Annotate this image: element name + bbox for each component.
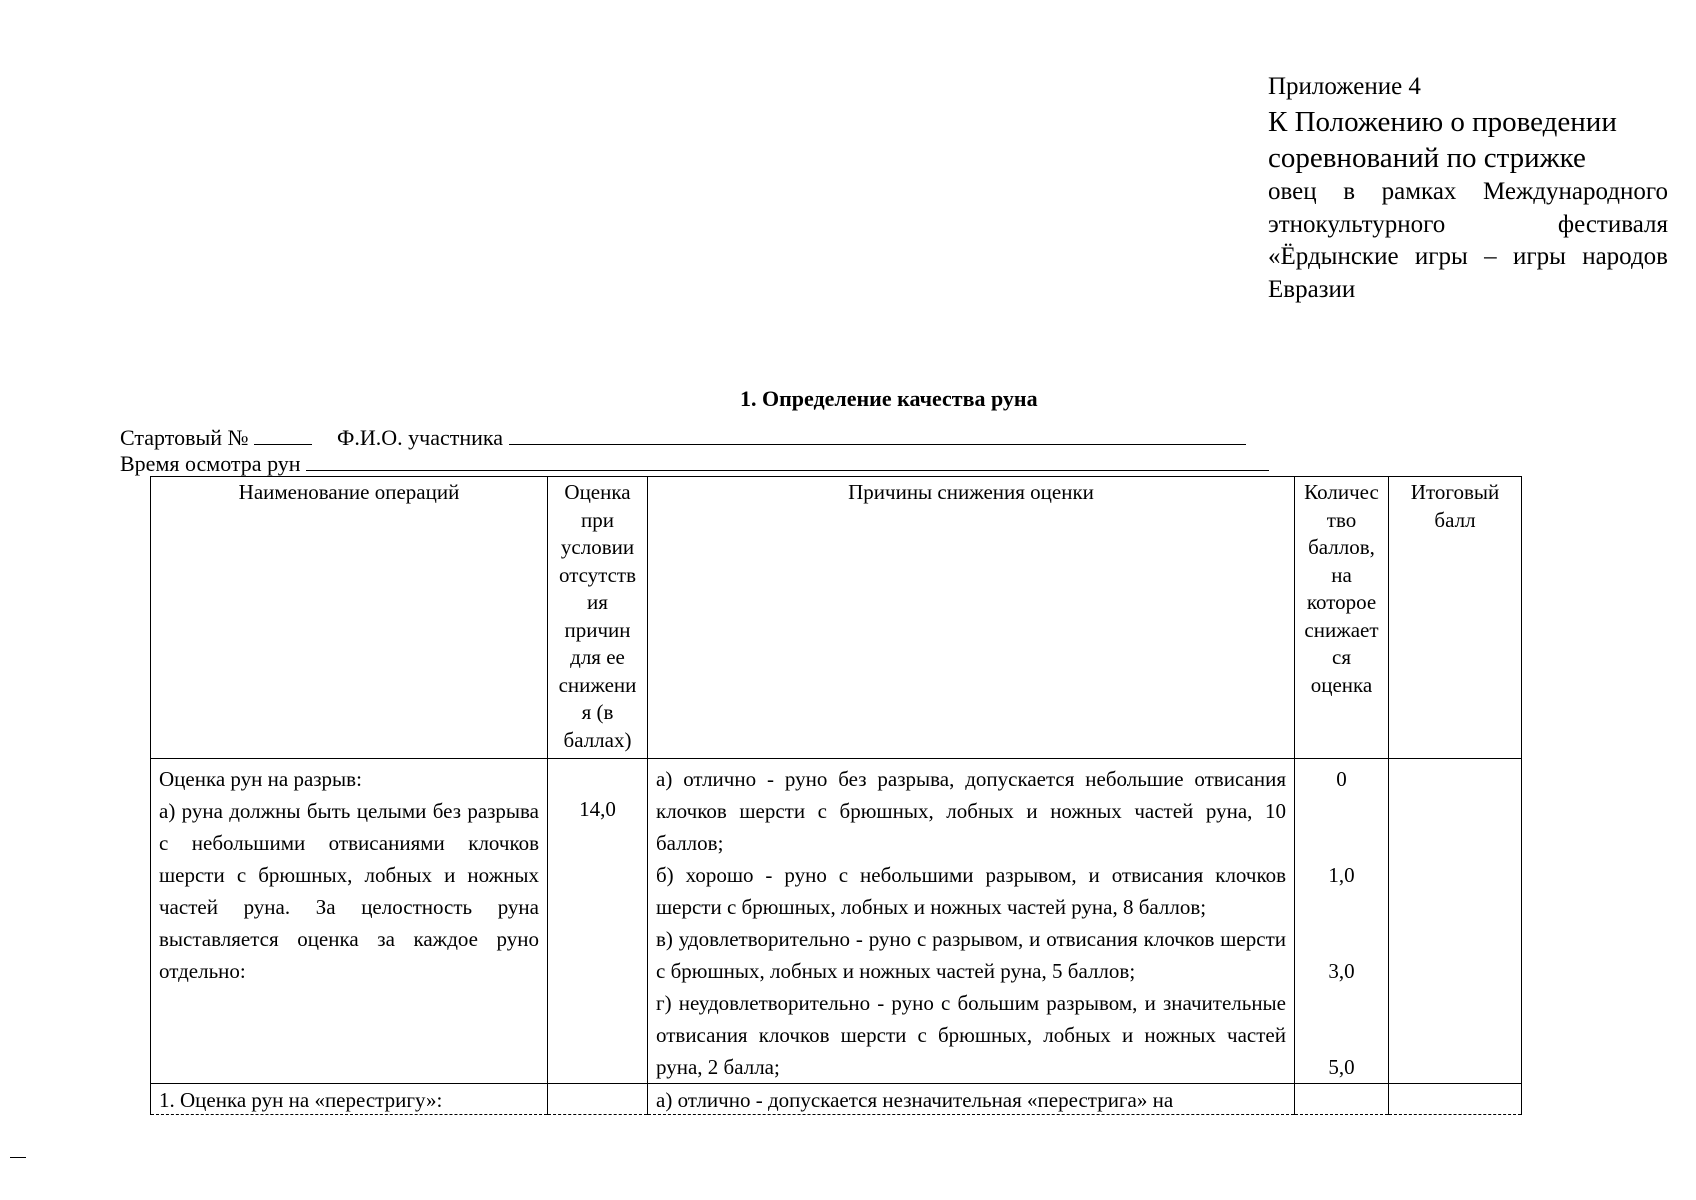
fleece-quality-table bbox=[150, 476, 1522, 1115]
operation-description: а) руна должны быть целыми без разрыва с небольшими отвисаниями клочков шерсти с брюшных, лобных и ножных частей руна. За целостность руна выставляется оценка за каждое руно отдельно: bbox=[159, 799, 539, 983]
appendix-line-2: соревнований по стрижке bbox=[1268, 142, 1586, 174]
section-title: 1. Определение качества руна bbox=[740, 386, 1038, 411]
table-row bbox=[151, 1084, 1522, 1115]
reason-item: г) неудовлетворительно - руно с большим разрывом, и значительные отвисания клочков шерсти с брюшных, лобных и ножных частей руна, 2 балла; bbox=[656, 991, 1286, 1079]
base-score-cell bbox=[548, 759, 648, 1084]
header-reduction-reasons: Причины снижения оценки bbox=[648, 477, 1295, 759]
total-cell[interactable] bbox=[1389, 759, 1522, 1084]
inspection-time-label: Время осмотра рун bbox=[120, 451, 301, 476]
operation-cell bbox=[151, 759, 548, 1084]
appendix-text bbox=[1268, 104, 1668, 306]
participant-name-blank[interactable] bbox=[509, 424, 1246, 445]
margin-mark bbox=[10, 1157, 26, 1158]
reduction-value: 3,0 bbox=[1328, 959, 1355, 983]
appendix-number: Приложение 4 bbox=[1268, 73, 1421, 100]
start-number-label: Стартовый № bbox=[120, 425, 249, 450]
reduction-value: 1,0 bbox=[1328, 863, 1355, 887]
header-base-score: Оценка при условии отсутств ия причин для ее снижени я (в баллах) bbox=[548, 477, 648, 759]
base-score-cell bbox=[548, 1084, 648, 1115]
base-score-value: 14,0 bbox=[579, 797, 616, 821]
reason-item: а) отлично - руно без разрыва, допускается небольшие отвисания клочков шерсти с брюшных, лобных и ножных частей руна, 10 баллов; bbox=[656, 767, 1286, 855]
header-total-score: Итоговый балл bbox=[1389, 477, 1522, 759]
start-number-blank[interactable] bbox=[254, 424, 312, 445]
participant-name-label: Ф.И.О. участника bbox=[337, 425, 504, 450]
start-fio-line bbox=[120, 424, 1246, 451]
header-operation-name: Наименование операций bbox=[151, 477, 548, 759]
table-row bbox=[151, 759, 1522, 1084]
total-cell[interactable] bbox=[1389, 1084, 1522, 1115]
appendix-block bbox=[1268, 70, 1668, 306]
reduction-cell bbox=[1295, 759, 1389, 1084]
operation-title: Оценка рун на разрыв: bbox=[159, 767, 362, 791]
operation-cell: 1. Оценка рун на «перестригу»: bbox=[151, 1084, 548, 1115]
reduction-cell bbox=[1295, 1084, 1389, 1115]
inspection-time-line bbox=[120, 450, 1269, 477]
inspection-time-blank[interactable] bbox=[306, 450, 1269, 471]
header-reduction-points: Количес тво баллов, на которое снижает ся оценка bbox=[1295, 477, 1389, 759]
table-header-row bbox=[151, 477, 1522, 759]
reasons-cell: а) отлично - допускается незначительная «перестрига» на bbox=[648, 1084, 1295, 1115]
reason-item: в) удовлетворительно - руно с разрывом, и отвисания клочков шерсти с брюшных, лобных и ножных частей руна, 5 баллов; bbox=[656, 927, 1286, 983]
appendix-line-rest: овец в рамках Международного этнокультурного фестиваля «Ёрдынские игры – игры народов Евразии bbox=[1268, 178, 1668, 303]
reduction-value: 0 bbox=[1336, 767, 1347, 791]
reasons-cell bbox=[648, 759, 1295, 1084]
reason-item: б) хорошо - руно с небольшими разрывом, и отвисания клочков шерсти с брюшных, лобных и ножных частей руна, 8 баллов; bbox=[656, 863, 1286, 919]
reduction-value: 5,0 bbox=[1328, 1055, 1355, 1079]
appendix-line-1: К Положению о проведении bbox=[1268, 106, 1617, 138]
